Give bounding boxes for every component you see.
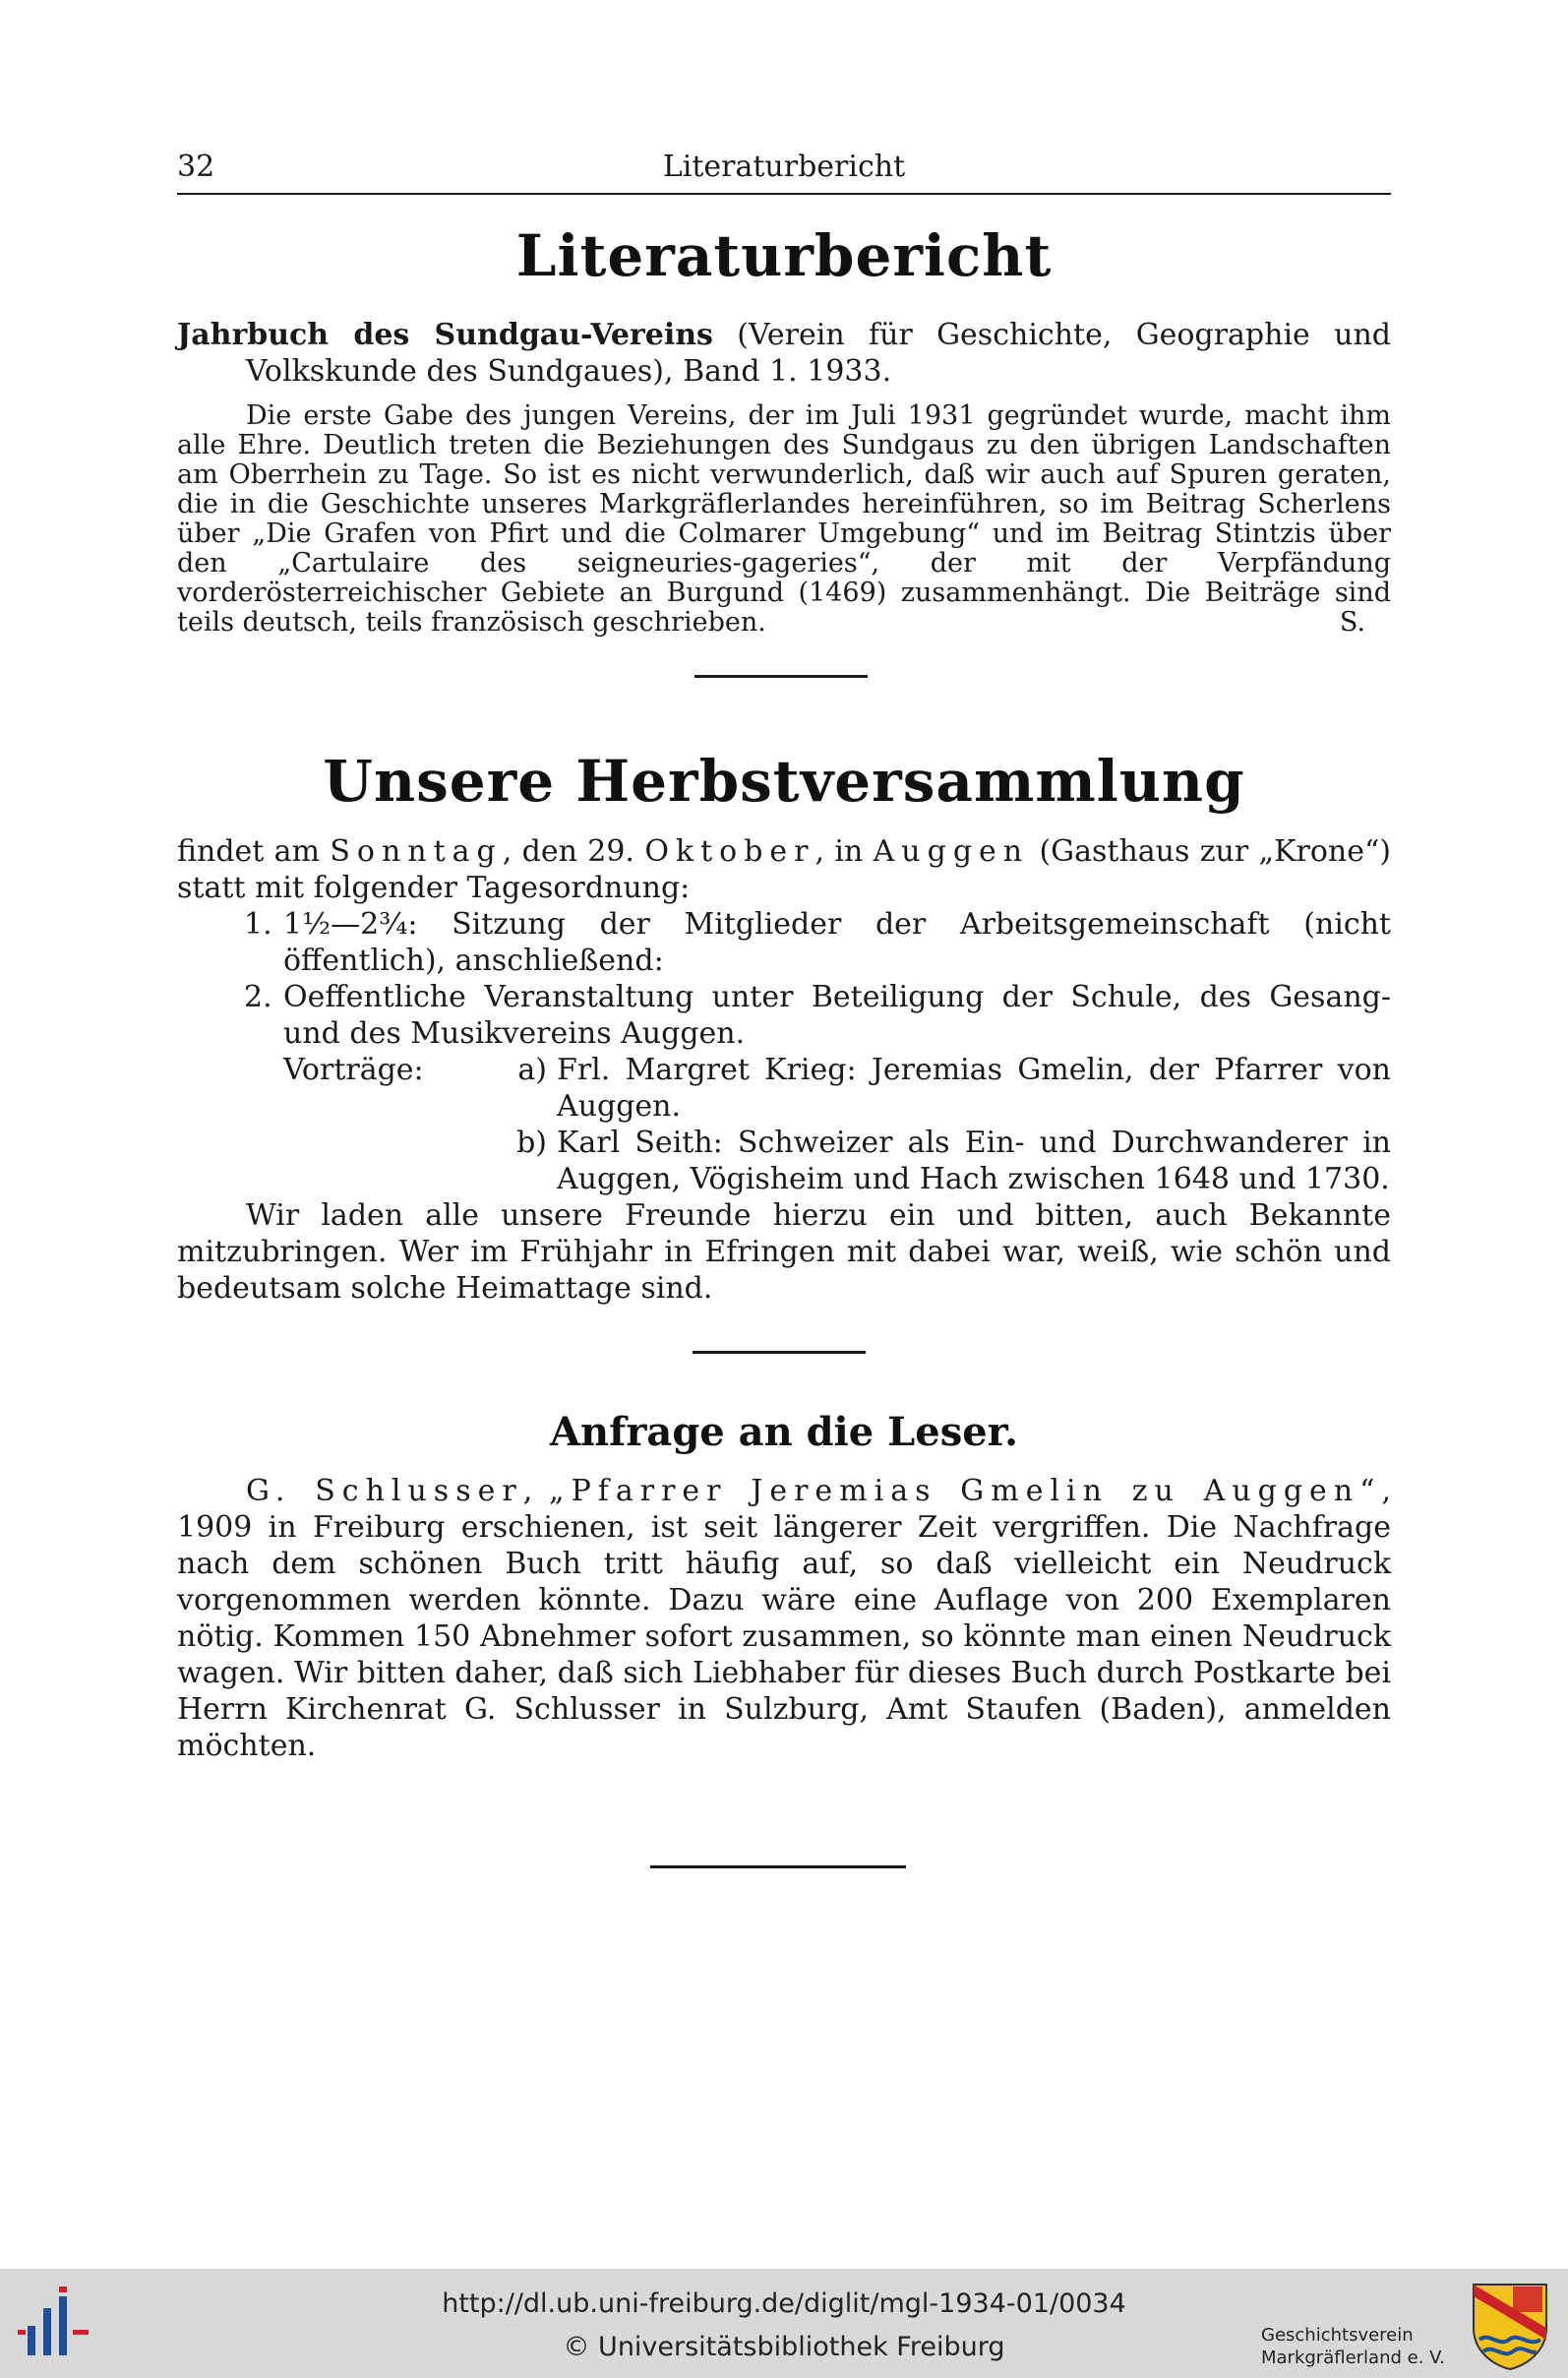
talk-item: [283, 1125, 1391, 1197]
meeting-day: Sonntag: [330, 834, 503, 869]
talks-list: [177, 1052, 1391, 1197]
coat-of-arms-icon: [1470, 2281, 1550, 2371]
agenda-item: [177, 979, 1391, 1052]
talk-item: [283, 1052, 1391, 1125]
intro-text: , den 29.: [502, 834, 645, 869]
intro-text: , in: [814, 834, 874, 869]
footer-org-line: Markgräflerland e. V.: [1261, 2348, 1445, 2368]
meeting-place: Auggen: [873, 834, 1030, 869]
agenda-item-number: 2.: [244, 980, 272, 1014]
herbstversammlung-section: [177, 833, 1391, 1307]
anfrage-author: G. Schlusser: [246, 1474, 523, 1508]
talk-text: Frl. Margret Krieg: Jeremias Gmelin, der Pfarrer von Auggen.: [557, 1053, 1391, 1124]
page-header: [177, 146, 1391, 195]
literature-review-entry: [177, 317, 1391, 638]
intro-text: (Gasthaus zur „Krone“) statt mit folgender Tagesordnung:: [177, 834, 1392, 905]
meeting-month: Oktober: [644, 834, 815, 869]
section-divider: [693, 1351, 866, 1354]
footer-url-link[interactable]: http://dl.ub.uni-freiburg.de/diglit/mgl-1934-01/0034: [442, 2288, 1126, 2319]
end-divider: [650, 1865, 906, 1868]
agenda-item: [177, 906, 1391, 979]
agenda-item-text: Oeffentliche Veranstaltung unter Beteiligung der Schule, des Gesang- und des Musikvereins Auggen.: [283, 980, 1391, 1051]
agenda-item-number: 1.: [244, 907, 272, 942]
footer-bar: [0, 2269, 1568, 2378]
talk-text: Karl Seith: Schweizer als Ein- und Durchwanderer in Auggen, Vögisheim und Hach zwischen 1648 und 1730.: [557, 1126, 1391, 1196]
talk-key: b): [516, 1126, 547, 1160]
section-divider: [694, 675, 868, 678]
anfrage-section: [177, 1473, 1391, 1764]
footer-organization: [1261, 2324, 1445, 2369]
footer-org-line: Geschichtsverein: [1261, 2325, 1414, 2346]
entry-body: Die erste Gabe des jungen Vereins, der im Juli 1931 gegründet wurde, macht ihm alle Ehre. Deutlich treten die Beziehungen des Sundgaus zu den übrigen Landschaften am Oberrhein zu Tage. So ist es nicht verwunderlich, daß wir auch auf Spuren geraten, die in die Geschichte unseres Markgräflerlandes hereinführen, so im Beitrag Scherlens über „Die Grafen von Pfirt und die Colmarer Umgebung“ und im Beitrag Stintzis über den „Cartulaire des seigneuries-gageries“, der mit der Verpfändung vorderösterreichischer Gebiete an Burgund (1469) zusammenhängt. Die Beiträge sind teils deutsch, teils französisch geschrieben.: [177, 400, 1391, 638]
entry-signature: S.: [1339, 607, 1365, 638]
meeting-intro: [177, 833, 1391, 906]
entry-title-bold: Jahrbuch des Sundgau-Vereins: [177, 318, 713, 352]
section-title-literaturbericht: Literaturbericht: [515, 222, 1053, 289]
meeting-closing: Wir laden alle unsere Freunde hierzu ein und bitten, auch Bekannte mitzubringen. Wer im Frühjahr in Efringen mit dabei war, weiß, wie schön und bedeutsam solche Heimattage sind.: [177, 1198, 1391, 1306]
running-title: Literaturbericht: [662, 150, 906, 184]
anfrage-book-title: „Pfarrer Jeremias Gmelin zu Auggen“: [549, 1474, 1382, 1508]
talks-label: Vorträge:: [283, 1053, 424, 1087]
entry-title: [177, 317, 1391, 390]
section-title-anfrage: Anfrage an die Leser.: [550, 1409, 1018, 1455]
talk-spacer: [283, 1125, 510, 1197]
footer-copyright: © Universitätsbibliothek Freiburg: [563, 2332, 1005, 2362]
anfrage-body: , 1909 in Freiburg erschienen, ist seit längerer Zeit vergriffen. Die Nachfrage nach dem schönen Buch tritt häufig auf, so daß vielleicht ein Neudruck vorgenommen werden könnte. Dazu wäre eine Auflage von 200 Exemplaren nötig. Kommen 150 Abnehmer sofort zusammen, so könnte man einen Neudruck wagen. Wir bitten daher, daß sich Liebhaber für dieses Buch durch Postkarte bei Herrn Kirchenrat G. Schlusser in Sulzburg, Amt Staufen (Baden), anmelden möchten.: [177, 1474, 1392, 1763]
talk-key: a): [517, 1053, 547, 1087]
entry-title-rest: (Verein für Geschichte, Geographie und Volkskunde des Sundgaues), Band 1. 1933.: [246, 318, 1391, 389]
section-title-herbstversammlung: Unsere Herbstversammlung: [323, 748, 1245, 815]
intro-text: findet am: [177, 834, 331, 869]
anfrage-text: G. Schlusser, „Pfarrer Jeremias Gmelin zu Auggen“, 1909 in Freiburg erschienen, ist seit längerer Zeit vergriffen. Die Nachfrage nach dem schönen Buch tritt häufig auf, so daß vielleicht ein Neudruck vorgenommen werden könnte. Dazu wäre eine Auflage von 200 Exemplaren nötig. Kommen 150 Abnehmer sofort zusammen, so könnte man einen Neudruck wagen. Wir bitten daher, daß sich Liebhaber für dieses Buch durch Postkarte bei Herrn Kirchenrat G. Schlusser in Sulzburg, Amt Staufen (Baden), anmelden möchten.: [177, 1474, 1392, 1763]
page-number: 32: [177, 150, 215, 184]
agenda-list: [177, 906, 1391, 1052]
agenda-item-text: 1½—2¾: Sitzung der Mitglieder der Arbeitsgemeinschaft (nicht öffentlich), anschließend:: [283, 907, 1391, 978]
